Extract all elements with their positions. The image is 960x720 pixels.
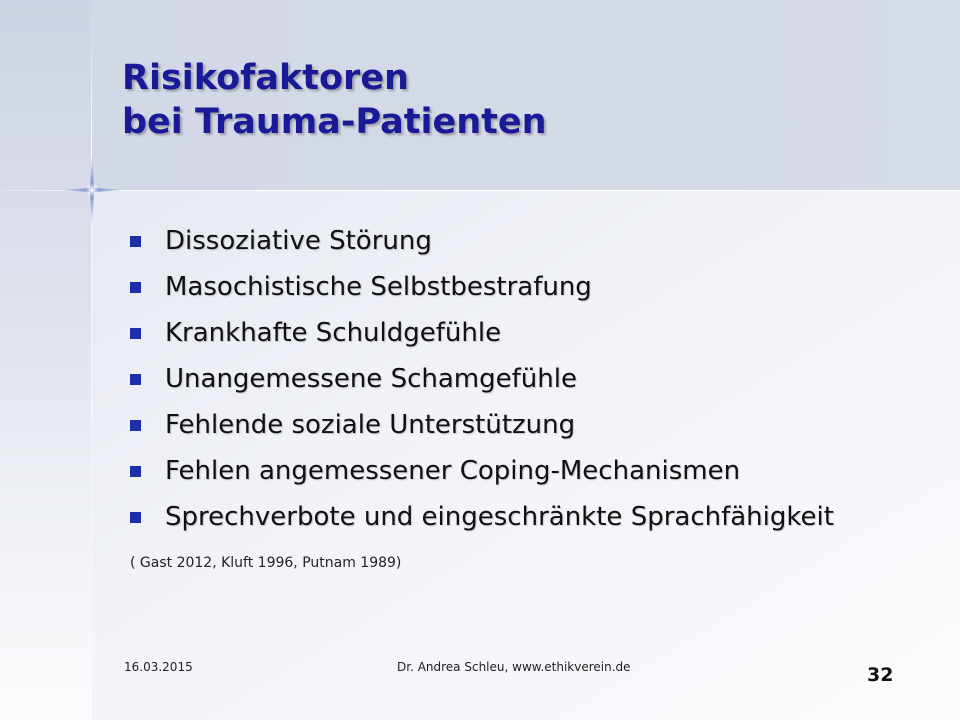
bullet-square-icon xyxy=(130,420,141,431)
bullet-square-icon xyxy=(130,282,141,293)
bullet-text: Fehlen angemessener Coping-Mechanismen xyxy=(165,456,741,486)
bullet-item xyxy=(128,310,928,356)
bullet-item xyxy=(128,356,928,402)
footer-author: Dr. Andrea Schleu, www.ethikverein.de xyxy=(397,660,631,674)
bullet-item xyxy=(128,264,928,310)
bullet-item xyxy=(128,448,928,494)
title-line-2: bei Trauma-Patienten xyxy=(122,102,547,142)
bullet-text: Krankhafte Schuldgefühle xyxy=(165,318,502,348)
bullet-text: Unangemessene Schamgefühle xyxy=(165,364,577,394)
left-gradient-band xyxy=(0,0,92,720)
sparkle-star-icon xyxy=(55,150,129,230)
horizontal-divider-line xyxy=(0,190,960,191)
bullet-item xyxy=(128,494,928,540)
citation-text: ( Gast 2012, Kluft 1996, Putnam 1989) xyxy=(130,555,402,571)
footer-date: 16.03.2015 xyxy=(124,660,193,674)
bullet-square-icon xyxy=(130,328,141,339)
vertical-divider-line xyxy=(91,0,92,720)
bullet-text: Fehlende soziale Unterstützung xyxy=(165,410,576,440)
slide-title xyxy=(122,56,922,144)
bullet-square-icon xyxy=(130,466,141,477)
bullet-item xyxy=(128,402,928,448)
bullet-list xyxy=(128,218,928,540)
page-number: 32 xyxy=(867,664,894,686)
bullet-square-icon xyxy=(130,374,141,385)
bullet-square-icon xyxy=(130,512,141,523)
bullet-text: Masochistische Selbstbestrafung xyxy=(165,272,592,302)
bullet-text: Sprechverbote und eingeschränkte Sprachfähigkeit xyxy=(165,502,834,532)
bullet-text: Dissoziative Störung xyxy=(165,226,432,256)
bullet-square-icon xyxy=(130,236,141,247)
bullet-item xyxy=(128,218,928,264)
title-line-1: Risikofaktoren xyxy=(122,58,409,98)
